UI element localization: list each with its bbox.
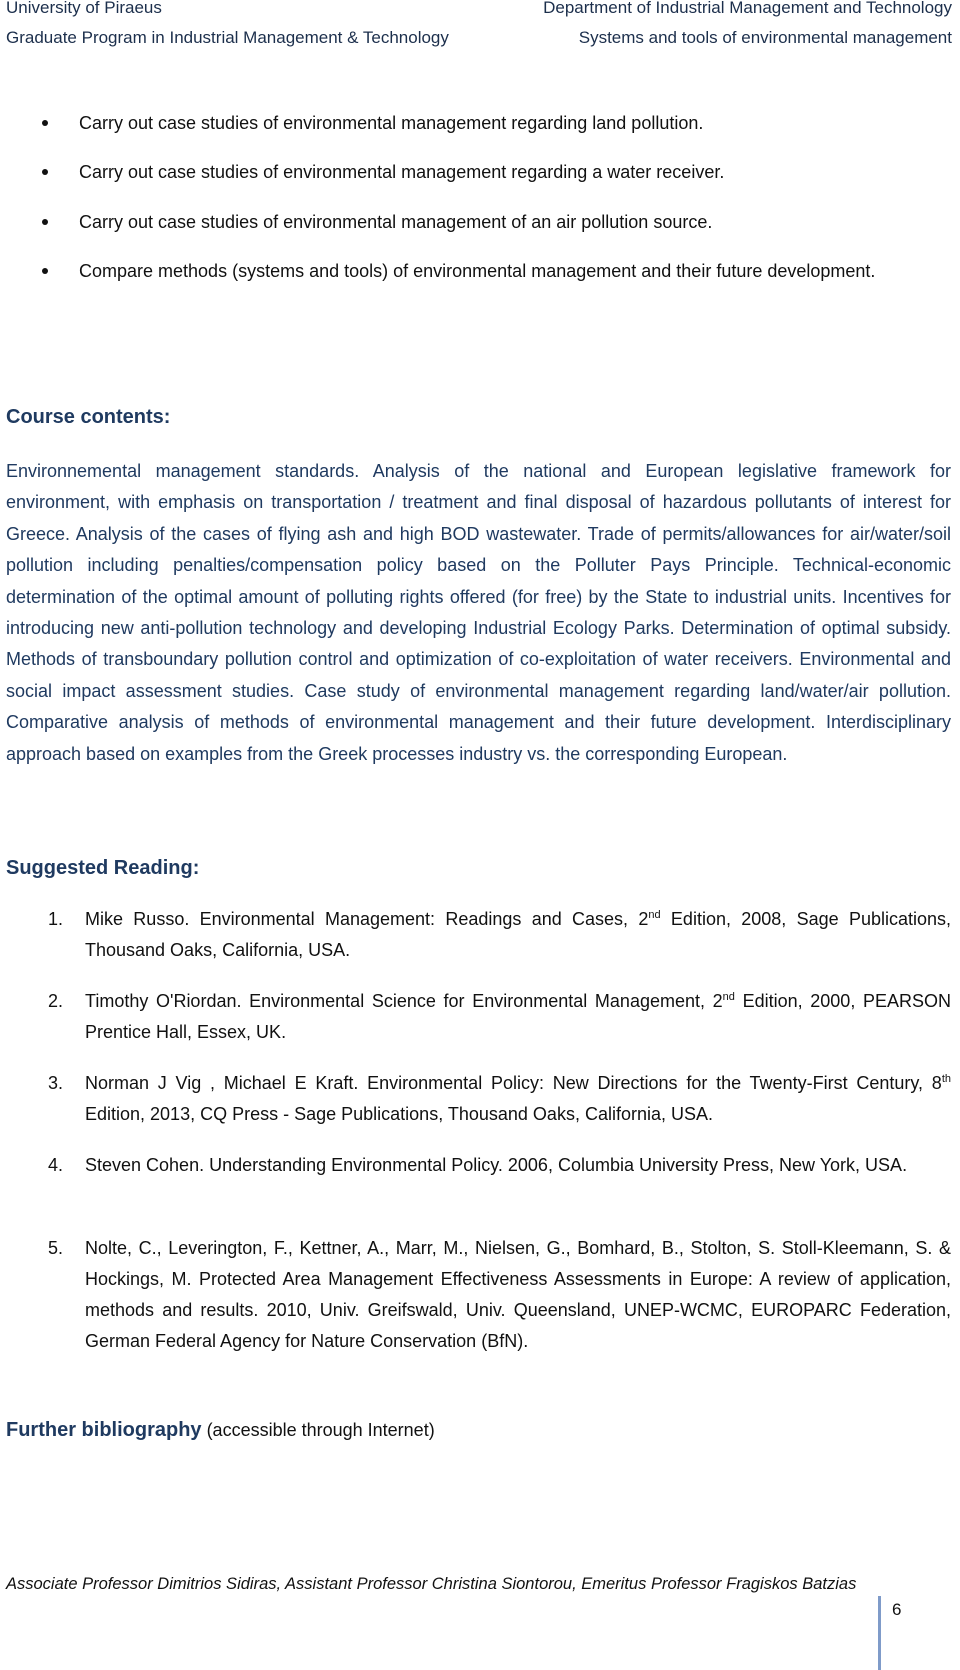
- course-contents-paragraph: Environnemental management standards. Analysis of the national and European legislative framework for environment, with emphasis on transportation / treatment and final disposal of hazardous pollutants of interest for Greece. Analysis of the cases of flying ash and high BOD wastewater. Trade of permits/allowances for air/water/soil pollution including penalties/compensation policy based on the Polluter Pays Principle. Technical-economic determination of the optimal amount of polluting rights offered (for free) by the State to industrial units. Incentives for introducing new anti-pollution technology and developing Industrial Ecology Parks. Determination of optimal subsidy. Methods of transboundary pollution control and optimization of co-exploitation of water receivers. Environmental and social impact assessment studies. Case study of environmental management regarding land/water/air pollution. Comparative analysis of methods of environmental management and their future development. Interdisciplinary approach based on examples from the Greek processes industry vs. the corresponding European.: [6, 461, 951, 764]
- further-bibliography: [6, 1418, 435, 1442]
- page-number: 6: [892, 1600, 902, 1619]
- item-number: 3.: [48, 1073, 64, 1093]
- page-header-row-2: [6, 28, 952, 48]
- reference-text: Timothy O'Riordan. Environmental Science for Environmental Management, 2nd Edition, 2000, PEARSON Prentice Hall, Essex, UK.: [85, 991, 952, 1042]
- item-number: 5.: [48, 1238, 64, 1258]
- header-university: University of Piraeus: [6, 0, 162, 17]
- reference-text: Nolte, C., Leverington, F., Kettner, A., Marr, M., Nielsen, G., Bomhard, B., Stolton, S. Stoll-Kleemann, S. & Hockings, M. Protected Area Management Effectiveness Assessments in Europe: A review of application, methods and results. 2010, Univ. Greifswald, Univ. Queensland, UNEP-WCMC, EUROPARC Federation, German Federal Agency for Nature Conservation (BfN).: [85, 1238, 951, 1351]
- header-course: Systems and tools of environmental management: [578, 28, 952, 47]
- item-number: 4.: [48, 1155, 64, 1175]
- bullet-text: Carry out case studies of environmental management regarding a water receiver.: [79, 162, 725, 182]
- bullet-icon: [42, 219, 48, 225]
- header-department: Department of Industrial Management and Technology: [543, 0, 952, 17]
- page-number-bar: [878, 1596, 881, 1670]
- footer-authors: Associate Professor Dimitrios Sidiras, Assistant Professor Christina Siontorou, Emeritus Professor Fragiskos Batzias: [6, 1575, 857, 1593]
- reference-text: Norman J Vig , Michael E Kraft. Environmental Policy: New Directions for the Twenty-First Century, 8th Edition, 2013, CQ Press - Sage Publications, Thousand Oaks, California, USA.: [85, 1073, 951, 1124]
- bullet-text: Compare methods (systems and tools) of environmental management and their future development.: [79, 261, 876, 281]
- bullet-icon: [42, 169, 48, 175]
- page-header-row-1: [6, 0, 952, 18]
- suggested-reading-heading: Suggested Reading:: [6, 857, 200, 879]
- reference-text: Mike Russo. Environmental Management: Readings and Cases, 2nd Edition, 2008, Sage Publications, Thousand Oaks, California, USA.: [85, 909, 952, 960]
- page-number-box: [876, 1596, 916, 1670]
- bullet-icon: [42, 120, 48, 126]
- course-contents-heading: Course contents:: [6, 406, 171, 428]
- bullet-text: Carry out case studies of environmental management regarding land pollution.: [79, 113, 704, 133]
- further-bibliography-heading: Further bibliography: [6, 1419, 202, 1441]
- reference-text: Steven Cohen. Understanding Environmental Policy. 2006, Columbia University Press, New York, USA.: [85, 1155, 908, 1175]
- further-bibliography-note: (accessible through Internet): [201, 1420, 435, 1440]
- bullet-icon: [42, 268, 48, 274]
- item-number: 1.: [48, 909, 64, 929]
- item-number: 2.: [48, 991, 64, 1011]
- bullet-text: Carry out case studies of environmental management of an air pollution source.: [79, 212, 713, 232]
- header-program: Graduate Program in Industrial Management & Technology: [6, 28, 449, 47]
